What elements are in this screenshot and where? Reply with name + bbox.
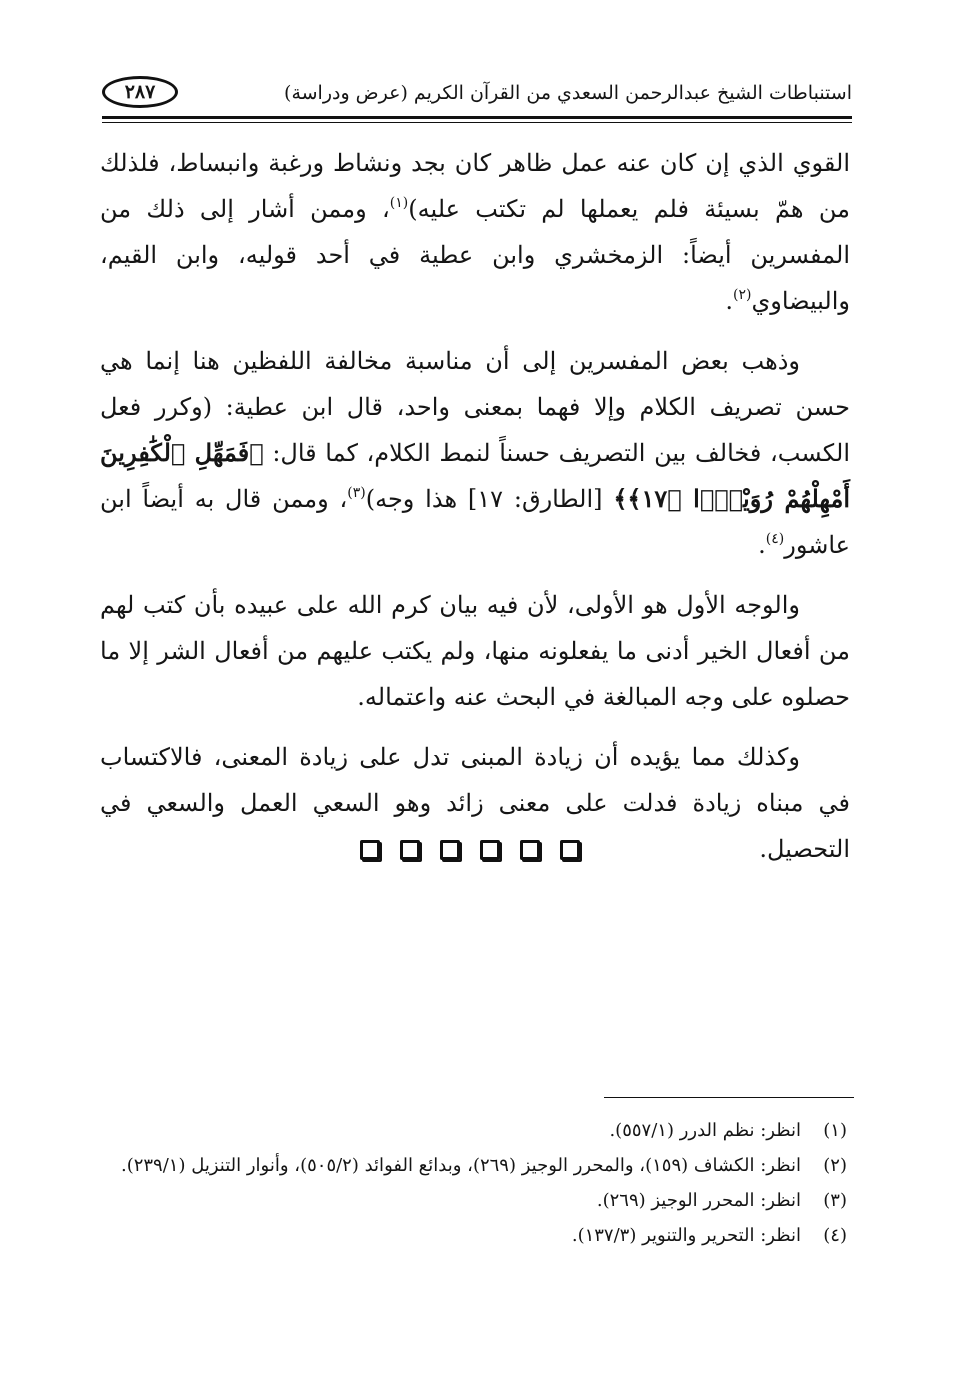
paragraph-3: والوجه الأول هو الأولى، لأن فيه بيان كرم الله على عبيده بأن كتب لهم من أفعال الخير أدنى ما يفعلونه منها، ولم يكتب عليهم من أفعال الشر إلا ما حصلوه على وجه المبالغة في البحث عنه واعتماله. bbox=[100, 591, 850, 711]
footnote-4 bbox=[95, 1219, 847, 1252]
footnote-text: انظر: التحرير والتنوير (١٣٧/٣). bbox=[571, 1225, 801, 1246]
footnotes bbox=[95, 1114, 847, 1254]
separator-box-icon bbox=[480, 840, 500, 860]
separator-box-icon bbox=[560, 840, 580, 860]
header-rule-thick bbox=[102, 116, 852, 119]
footnote-2 bbox=[95, 1149, 847, 1182]
page-header bbox=[102, 72, 852, 116]
separator-box-icon bbox=[400, 840, 420, 860]
paragraph-2: وذهب بعض المفسرين إلى أن مناسبة مخالفة اللفظين هنا إنما هي حسن تصريف الكلام وإلا فهما بمعنى واحد، قال ابن عطية: (وكرر فعل الكسب، فخالف بين التصريف حسناً لنمط الكلام، كما قال: ﴿فَمَهِّلِ ٱلْكَٰفِرِينَ أَمْهِلْهُمْ رُوَيْدًۢا ﴿١٧﴾﴾ [الطارق: ١٧] هذا وجه)$^{(٣)}$، وممن قال به أيضاً ابن عاشور$^{(٤)}$. bbox=[100, 347, 851, 559]
separator-box-icon bbox=[360, 840, 380, 860]
footnote-3 bbox=[95, 1184, 847, 1217]
footnote-ref-4: (٤) bbox=[765, 531, 785, 547]
page-number: ٢٨٧ bbox=[102, 76, 178, 108]
footnote-ref-1: (١) bbox=[389, 195, 409, 211]
footnote-text: انظر: المحرر الوجيز (٢٦٩). bbox=[596, 1190, 801, 1211]
footnote-number: (٤) bbox=[823, 1225, 847, 1246]
separator-box-icon bbox=[520, 840, 540, 860]
footnote-text: انظر: الكشاف (١٥٩)، والمحرر الوجيز (٢٦٩)، وبدائع الفوائد (٥٠٥/٢)، وأنوار التنزيل (٢٣٩/١). bbox=[120, 1155, 801, 1176]
running-title: استنباطات الشيخ عبدالرحمن السعدي من القرآن الكريم (عرض ودراسة) bbox=[284, 82, 852, 104]
footnote-1 bbox=[95, 1114, 847, 1147]
main-text bbox=[100, 140, 850, 886]
paragraph-1: القوي الذي إن كان عنه عمل ظاهر كان بجد ونشاط ورغبة وانبساط، فلذلك من همّ بسيئة فلم يعملها لم تكتب عليه)$^{(١)}$، وممن أشار إلى ذلك من المفسرين أيضاً: الزمخشري وابن عطية في أحد قوليه، وابن القيم، والبيضاوي$^{(٢)}$. bbox=[100, 149, 850, 315]
paragraph-4: وكذلك مما يؤيده أن زيادة المبنى تدل على زيادة المعنى، فالاكتساب في مبناه زيادة فدلت على معنى زائد وهو السعي العمل والسعي في التحصيل. bbox=[100, 743, 850, 863]
footnote-divider bbox=[604, 1097, 854, 1098]
footnote-ref-3: (٣) bbox=[347, 485, 366, 501]
footnote-ref-2: (٢) bbox=[732, 287, 752, 303]
footnote-number: (٢) bbox=[823, 1155, 847, 1176]
footnote-number: (٣) bbox=[823, 1190, 847, 1211]
footnote-text: انظر: نظم الدرر (٥٥٧/١). bbox=[609, 1120, 801, 1141]
section-separator bbox=[360, 840, 580, 860]
header-rule-thin bbox=[102, 122, 852, 123]
quran-verse: ﴿فَمَهِّلِ ٱلْكَٰفِرِينَ أَمْهِلْهُمْ رُوَيْدًۢا ﴿١٧﴾﴾ bbox=[100, 438, 851, 513]
footnote-number: (١) bbox=[823, 1120, 847, 1141]
separator-box-icon bbox=[440, 840, 460, 860]
